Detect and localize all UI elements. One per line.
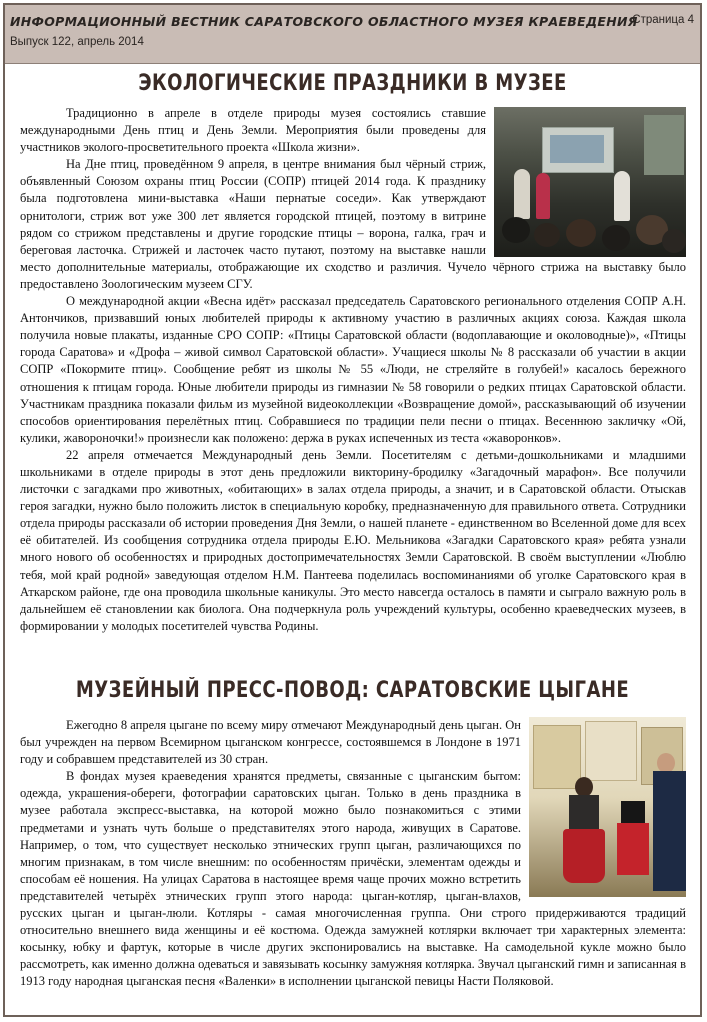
article-1-title: ЭКОЛОГИЧЕСКИЕ ПРАЗДНИКИ В МУЗЕЕ [138, 71, 567, 96]
gypsy-exhibition-photo [529, 717, 686, 897]
article-1-paragraph: На Дне птиц, проведённом 9 апреля, в центре внимания был чёрный стриж, объявленный Союзом охраны птиц России (СОПР) птицей 2014 года. К празднику была подготовлена мини-выставка «Наши пернатые соседи». Как утверждают орнитологи, стриж вот уже 300 лет является городской птицей, поэтому в витрине рядом со стрижом представлены и другие городские птицы – ворона, галка, грач и береговая ласточка. Стрижей и ласточек часто путают, поэтому на выставке нашли место дополнительные материалы, отображающие их сходство и различия. Чучело чёрного стрижа на выставку было предоставлено Зоологическим музеем СГУ. [20, 157, 686, 291]
article-1-paragraph: 22 апреля отмечается Международный день Земли. Посетителям с детьми-дошкольниками и младшими школьниками в отделе природы в этот день предложили викторину-бродилку «Загадочный марафон». Все получили листочки с загадками про животных, «обитающих» в залах отдела природы, а значит, и в Саратовской области. Отыскав героя загадки, нужно было положить листок в специальную коробку, предназначенную для правильного ответа. Сотрудники отдела природы рассказали об истории проведения Дня Земли, о нашей планете - единственном во Вселенной доме для всех её обитателей. Из сообщения сотрудника отдела природы Е.Ю. Мельникова «Загадки Саратовского края» ребята узнали много нового об особенностях и природных достопримечательностях Земли Саратовской. В своём выступлении «Люблю тебя, мой край родной» заведующая отделом Н.М. Пантеева поделилась воспоминаниями об уголке Саратовского края в Аткарском районе, где она проводила школьные каникулы. Это место навсегда осталось в памяти и сыграло важную роль в дальнейшем её становлении как биолога. Она подчеркнула роль учреждений культуры, особенно краеведческих музеев, в формировании у молодых посетителей чувства Родины. [20, 447, 686, 633]
newsletter-title: ИНФОРМАЦИОННЫЙ ВЕСТНИК САРАТОВСКОГО ОБЛАСТНОГО МУЗЕЯ КРАЕВЕДЕНИЯ [10, 14, 638, 29]
article-1-body [20, 105, 686, 635]
article-2-paragraph: В фондах музея краеведения хранятся предметы, связанные с цыганским бытом: одежда, украшения-обереги, фотографии саратовских цыган. Только в день праздника в музее работала экспресс-выставка, на которой можно было познакомиться с этими предметами и узнать чуть больше о представителях этого народа, живущих в Саратове. Например, о том, что существует несколько этнических групп цыган, различающихся по многим признакам, в том числе внешним: по особенностям причёски, элементам одежды и способам её ношения. На улицах Саратова в настоящее время чаще прочих можно встретить представителей четырёх этнических групп этого народа: цыган-котляр, цыган-влахов, русских цыган и цыган-люли. Котляры - самая многочисленная группа. Они строго придерживаются традиций относительно внешнего вида женщины и её костюма. Одежда замужней котлярки включает три характерных элемента: косынку, юбку и фартук, которые в числе других экспонировались на выставке. На самодельной кукле можно было рассмотреть, как именно должна одеваться и завязывать косынку замужняя котлярка. Звучал цыганский гимн и записанная в 1913 году народная цыганская песня «Валенки» в исполнении цыганской певицы Насти Поляковой. [20, 769, 686, 989]
page-number: Страница 4 [632, 14, 694, 26]
article-2-paragraph: Ежегодно 8 апреля цыгане по всему миру отмечают Международный день цыган. Он был учрежден на первом Всемирном цыганском конгрессе, состоявшемся в Лондоне в 1971 году и собравшем представителей из 30 стран. [20, 718, 521, 767]
newsletter-page [3, 3, 702, 1017]
article-2-title: МУЗЕЙНЫЙ ПРЕСС-ПОВОД: САРАТОВСКИЕ ЦЫГАНЕ [75, 678, 630, 703]
article-2-body [20, 717, 686, 991]
bird-day-event-photo [494, 107, 686, 257]
issue-info: Выпуск 122, апрель 2014 [10, 36, 144, 48]
article-1-paragraph: О международной акции «Весна идёт» рассказал председатель Саратовского регионального отделения СОПР А.Н. Антончиков, призвавший юных любителей природы к активному участию в различных акциях союза. Каждая школа получила новые плакаты, изданные СРО СОПР: «Птицы Саратовской области (водоплавающие и околоводные)», «Птицы города Саратова» и «Дрофа – живой символ Саратовской области». Учащиеся школы № 8 рассказали об участии в акции СОПР «Покормите птиц». Сообщение ребят из школы № 55 «Люди, не стреляйте в голубей!» касалось бережного отношения к птицам города. Юные любители природы из гимназии № 58 говорили о редких птицах Саратовской области. Участникам праздника показали фильм из музейной видеоколлекции «Возвращение домой», рассказывающий об изучении способов ориентирования перелётных птиц. Собравшиеся по традиции пели песни о птицах. Весеннюю закличку «Ой, кулики, жавороночки!» произнесли как положено: держа в руках испеченных из теста «жаворонков». [20, 294, 686, 445]
page-header [5, 5, 700, 64]
article-1-paragraph: Традиционно в апреле в отделе природы музея состоялись ставшие международными День птиц и День Земли. Мероприятия были проведены для участников эколого-просветительного проекта «Школа жизни». [20, 106, 486, 155]
